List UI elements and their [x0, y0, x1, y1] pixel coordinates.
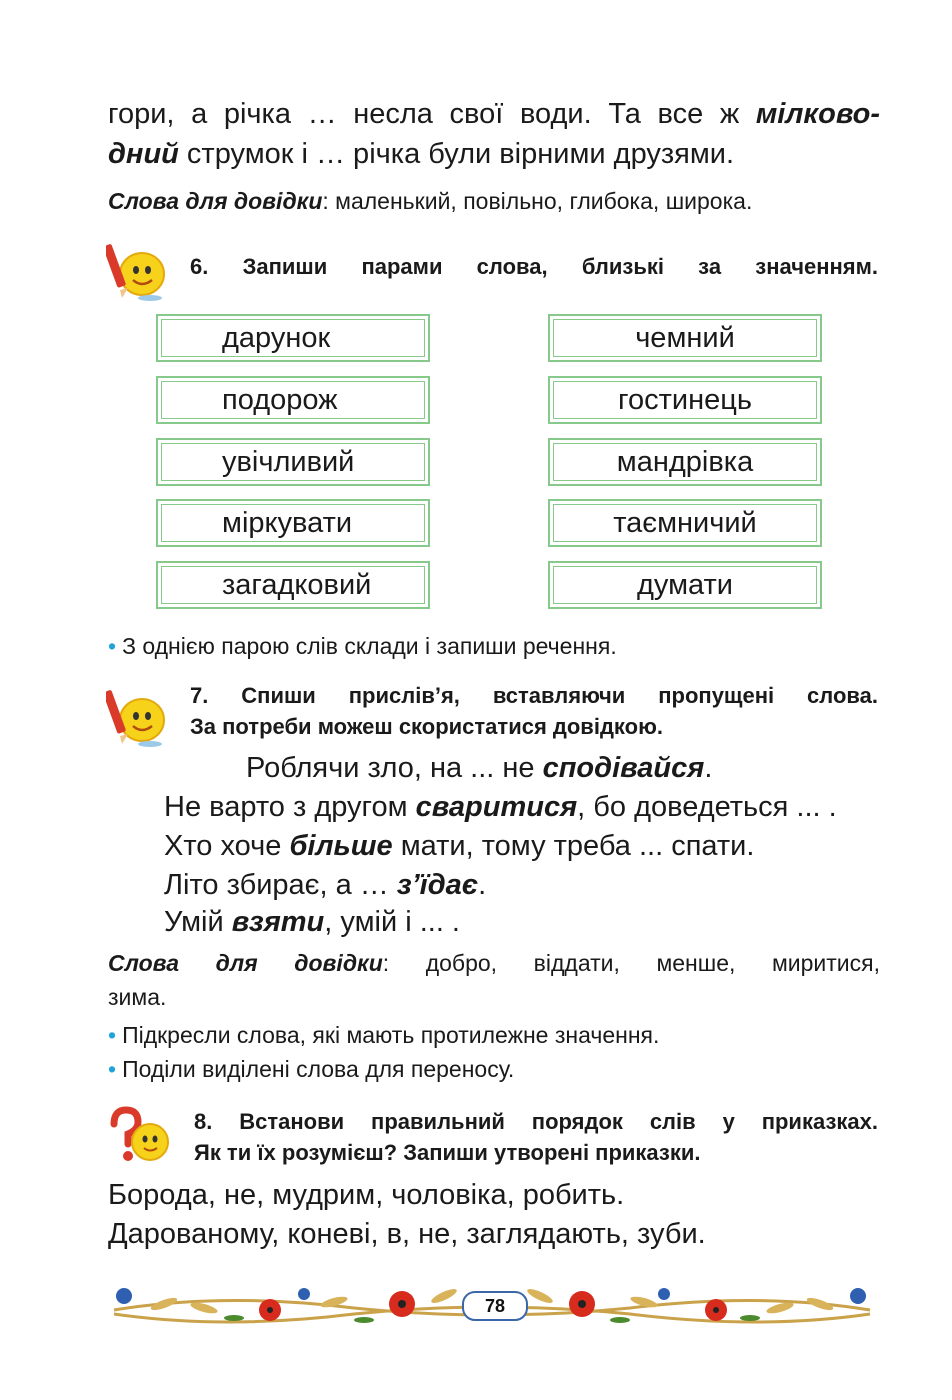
word-box-right: думати — [548, 561, 822, 609]
reference-words-1: Слова для довідки: маленький, повільно, глибока, широка. — [108, 188, 753, 214]
task-7-bullet-1: • Підкресли слова, які мають протилежне значення. — [108, 1022, 660, 1048]
proverb-4: Літо збирає, а … з’їдає. — [164, 869, 487, 901]
question-smiley-icon — [106, 1104, 170, 1170]
task-6-title: 6. Запиши парами слова, близькі за значенням. — [190, 254, 878, 279]
word-box-left: увічливий — [156, 438, 430, 486]
pencil-smiley-icon — [106, 684, 170, 750]
intro-line-2: дний струмок і … річка були вірними друзями. — [108, 138, 735, 170]
reference-words-2-cont: зима. — [108, 984, 167, 1010]
word-box-right: гостинець — [548, 376, 822, 424]
bullet-icon: • — [108, 1056, 117, 1082]
word-box-right: таємничий — [548, 499, 822, 547]
intro-line-1: гори, а річка … несла свої води. Та все ж мілково- — [108, 98, 880, 130]
task-6-bullet: • З однією парою слів склади і запиши речення. — [108, 633, 617, 659]
proverb-5: Умій взяти, умій і ... . — [164, 906, 460, 938]
proverb-2: Не варто з другом сваритися, бо доведеться ... . — [164, 791, 837, 823]
bullet-icon: • — [108, 633, 117, 659]
word-box-right: чемний — [548, 314, 822, 362]
saying-2: Дарованому, коневі, в, не, заглядають, зуби. — [108, 1218, 706, 1250]
page-number: 78 — [462, 1291, 528, 1321]
proverb-3: Хто хоче більше мати, тому треба ... спати. — [164, 830, 755, 862]
task-8-title: 8. Встанови правильний порядок слів у приказках. Як ти їх розумієш? Запиши утворені приказки. — [194, 1109, 878, 1165]
word-box-left: загадковий — [156, 561, 430, 609]
word-box-left: міркувати — [156, 499, 430, 547]
task-7-title: 7. Спиши прислів’я, вставляючи пропущені слова. За потреби можеш скористатися довідкою. — [190, 683, 878, 739]
pencil-smiley-icon — [106, 238, 170, 304]
word-box-left: подорож — [156, 376, 430, 424]
saying-1: Борода, не, мудрим, чоловіка, робить. — [108, 1179, 625, 1211]
task-7-bullet-2: • Поділи виділені слова для переносу. — [108, 1056, 515, 1082]
bullet-icon: • — [108, 1022, 117, 1048]
reference-words-2: Слова для довідки: добро, віддати, менше, миритися, — [108, 950, 880, 976]
proverb-1: Роблячи зло, на ... не сподівайся. — [246, 752, 713, 784]
word-box-right: мандрівка — [548, 438, 822, 486]
word-box-left: дарунок — [156, 314, 430, 362]
